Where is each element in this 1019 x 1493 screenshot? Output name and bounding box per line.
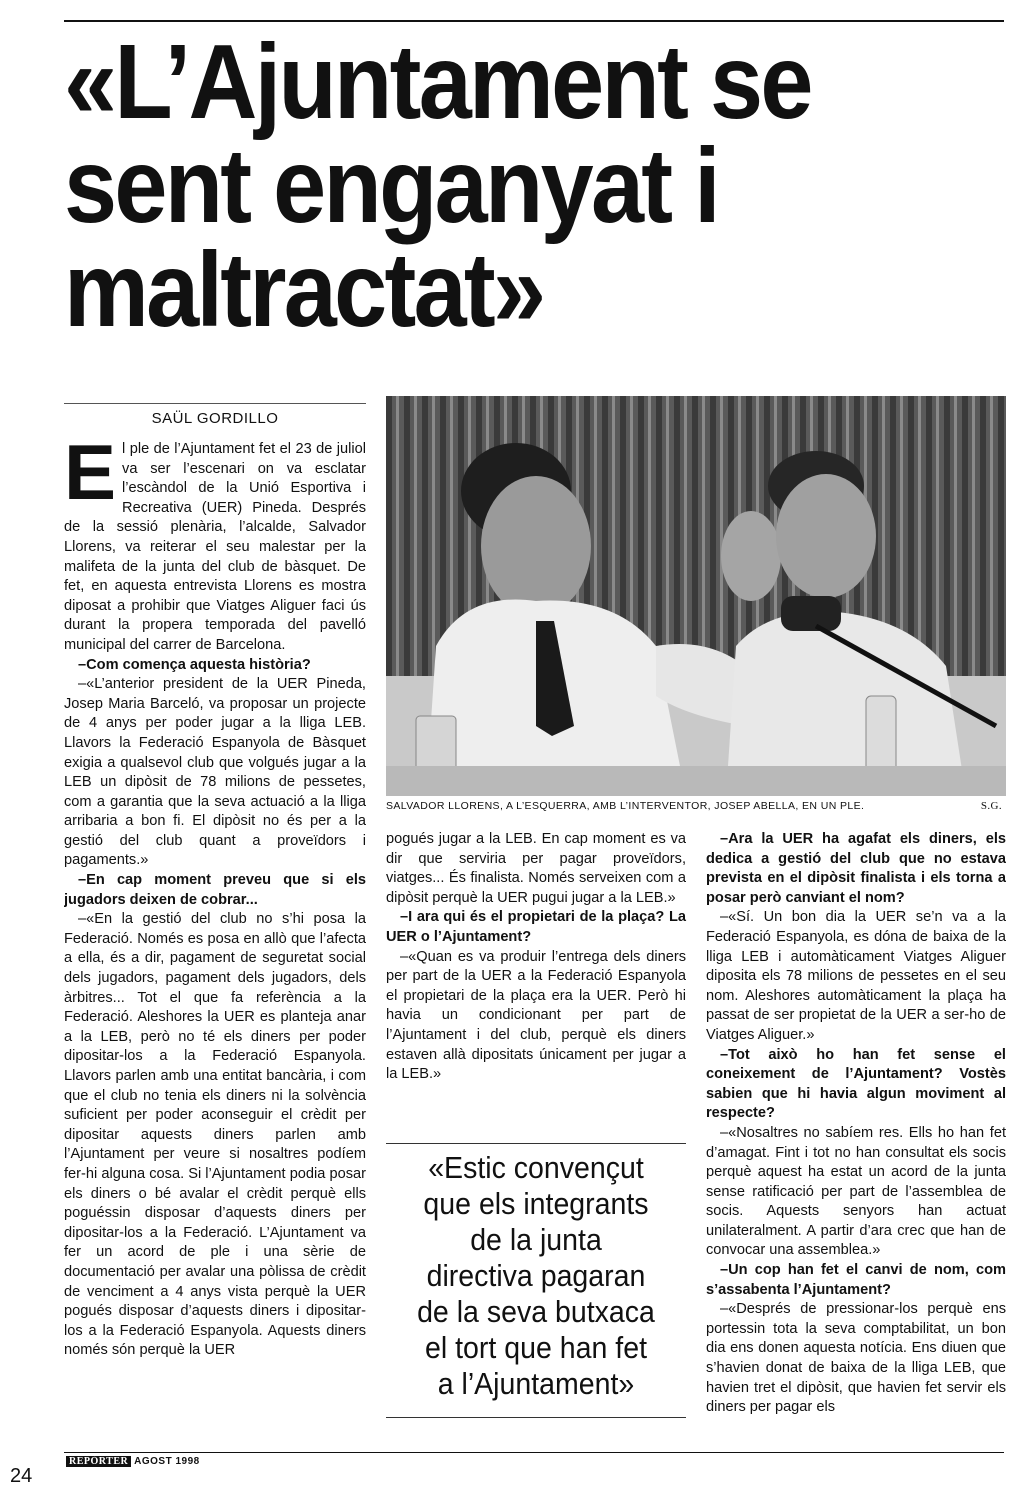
top-rule bbox=[64, 20, 1004, 22]
article-column-2 bbox=[386, 830, 686, 1085]
lead-paragraph: l ple de l’Ajuntament fet el 23 de juliol va ser l’escenari on va esclatar l’escàndol de la Unió Esportiva i Recreativa (UER) Pineda. Després de la sessió plenària, l’alcalde, Salvador Llorens, va reiterar el seu malestar per la malifeta de la junta del club de bàsquet. De fet, en aquesta entrevista Llorens es mostra diposat a prohibir que Viatges Aliguer faci ús durant la propera temporada del pavelló municipal del carrer de Barcelona. bbox=[64, 441, 366, 653]
pullquote bbox=[398, 1150, 674, 1402]
continued-paragraph: pogués jugar a la LEB. En cap moment es va dir que serviria per pagar proveïdors, viatges... És finalista. Només serveixen com a dipòsit perquè la UER pugui jugar a la LEB.» bbox=[386, 831, 686, 906]
pullquote-line: de la seva butxaca bbox=[417, 1294, 655, 1329]
pullquote-line: el tort que han fet bbox=[425, 1330, 647, 1365]
interview-question: –Un cop han fet el canvi de nom, com s’assabenta l’Ajuntament? bbox=[706, 1262, 1006, 1298]
interview-answer: –«En la gestió del club no s’hi posa la Federació. Només es posa en allò que l’afecta a ella, és a dir, pagament de seguretat social dels jugadors, pagament dels jugadors, dels àrbitres... Tot el que fa referència a la Federació. Aleshores la UER es planteja anar a la LEB, però no té els diners per poder dipositar-los a la Federació Espanyola. Llavors parlen amb una entitat bancària, i com que el club no tenia els diners ni la solvència suficient per poder aconseguir el crèdit per dipositar aquests diners parlen amb l’Ajuntament per veure si nosaltres podíem fer-hi alguna cosa. Si l’Ajuntament podia posar els diners o bé avalar el crèdit perquè ells poguéssin disposar d’aquests diners per dipositar-los a la Federació. L’Ajuntament va fer un acord de ple i una sèrie de documentació per avalar una pòlissa de crèdit de venciment a 4 anys vista perquè la UER pogués disposar d’aquests diners i dipositar-los a la Federació Espanyola. Aquests diners només són perquè la UER bbox=[64, 911, 366, 1359]
byline-rule bbox=[64, 403, 366, 404]
headline-line-2: sent enganyat i bbox=[64, 127, 719, 245]
headline-line-3: maltractat» bbox=[64, 231, 544, 349]
interview-answer: –«Quan es va produir l’entrega dels diners per part de la UER a la Federació Espanyola el propietari de la plaça era la UER. Però hi havia un condicionant per part de l’Ajuntament i del club, perquè els diners estaven allà dipositats únicament per jugar a la LEB.» bbox=[386, 948, 686, 1083]
photo-credit: S.G. bbox=[980, 800, 1002, 812]
footer-rule bbox=[64, 1452, 1004, 1453]
drop-cap: E bbox=[64, 440, 117, 516]
pullquote-line: de la junta bbox=[470, 1222, 602, 1257]
interview-answer: –«L’anterior president de la UER Pineda, Josep Maria Barceló, va proposar un projecte de 4 anys per poder jugar a la lliga LEB. Llavors la Federació Espanyola de Bàsquet exigia a qualsevol club que volgués jugar a la LEB un dipòsit de 78 milions de pessetes, com a garantia que la seva actuació a la lliga arribaria a bon fi. El dipòsit no és per a la gestió del club quant a proveïdors i pagaments.» bbox=[64, 676, 366, 869]
article-column-3 bbox=[706, 830, 1006, 1430]
interview-answer: –«Nosaltres no sabíem res. Ells ho han fet d’amagat. Fint i tot no han consultat els socis perquè aquest ha estat un acord de la junta sense ratificació per part de l’assemblea de socis. Aquests senyors han actuat unilateralment. A partir d’ara crec que han de convocar una assemblea.» bbox=[706, 1124, 1006, 1259]
pullquote-line: «Estic convençut bbox=[428, 1150, 644, 1185]
issue-date: AGOST 1998 bbox=[134, 1456, 200, 1467]
photo-caption bbox=[386, 800, 1006, 812]
pullquote-line: a l’Ajuntament» bbox=[437, 1366, 635, 1401]
interview-question: –En cap moment preveu que si els jugadors deixen de cobrar... bbox=[64, 872, 366, 908]
interview-question: –I ara qui és el propietari de la plaça? La UER o l’Ajuntament? bbox=[386, 909, 686, 945]
byline: SAÜL GORDILLO bbox=[151, 410, 279, 427]
headline bbox=[64, 23, 910, 349]
interview-question: –Tot això ho han fet sense el coneixement de l’Ajuntament? Vostès sabien que hi havia algun moviment al respecte? bbox=[706, 1046, 1006, 1122]
headline-line-1: «L’Ajuntament se bbox=[64, 23, 811, 141]
interview-question: –Ara la UER ha agafat els diners, els dedica a gestió del club que no estava prevista en el dipòsit finalista i els torna a posar però canviant el nom? bbox=[706, 831, 1006, 906]
pullquote-rule-top bbox=[386, 1143, 686, 1144]
footer-masthead bbox=[66, 1456, 200, 1467]
photo-image bbox=[386, 396, 1006, 796]
pullquote-line: que els integrants bbox=[423, 1186, 649, 1221]
article-column-1 bbox=[64, 440, 366, 1430]
page-number: 24 bbox=[10, 1465, 33, 1487]
magazine-logo: REPÒRTER bbox=[66, 1456, 131, 1467]
photo-caption-text: SALVADOR LLORENS, A L’ESQUERRA, AMB L’INTERVENTOR, JOSEP ABELLA, EN UN PLE. bbox=[386, 800, 865, 812]
pullquote-rule-bottom bbox=[386, 1417, 686, 1418]
interview-answer: –«Sí. Un bon dia la UER se’n va a la Federació Espanyola, es dóna de baixa de la lliga LEB i automàticament Viatges Aliguer diposita els 78 milions de pessetes en el seu nom. Aleshores automàticament la plaça ha passat de ser propietat de la UER a ser-ho de Viatges Aliguer.» bbox=[706, 909, 1006, 1043]
interview-question: –Com comença aquesta història? bbox=[78, 656, 311, 673]
interview-answer: –«Després de pressionar-los perquè ens portessin tota la seva comptabilitat, un bon dia ens donen aquesta notícia. Ens diuen que s’havien donat de baixa de la lliga LEB, que havien tret el dipòsit, que havien fet servir els diners per pagar els bbox=[706, 1301, 1006, 1416]
photo-llorens-abella bbox=[386, 396, 1006, 796]
pullquote-line: directiva pagaran bbox=[426, 1258, 646, 1293]
